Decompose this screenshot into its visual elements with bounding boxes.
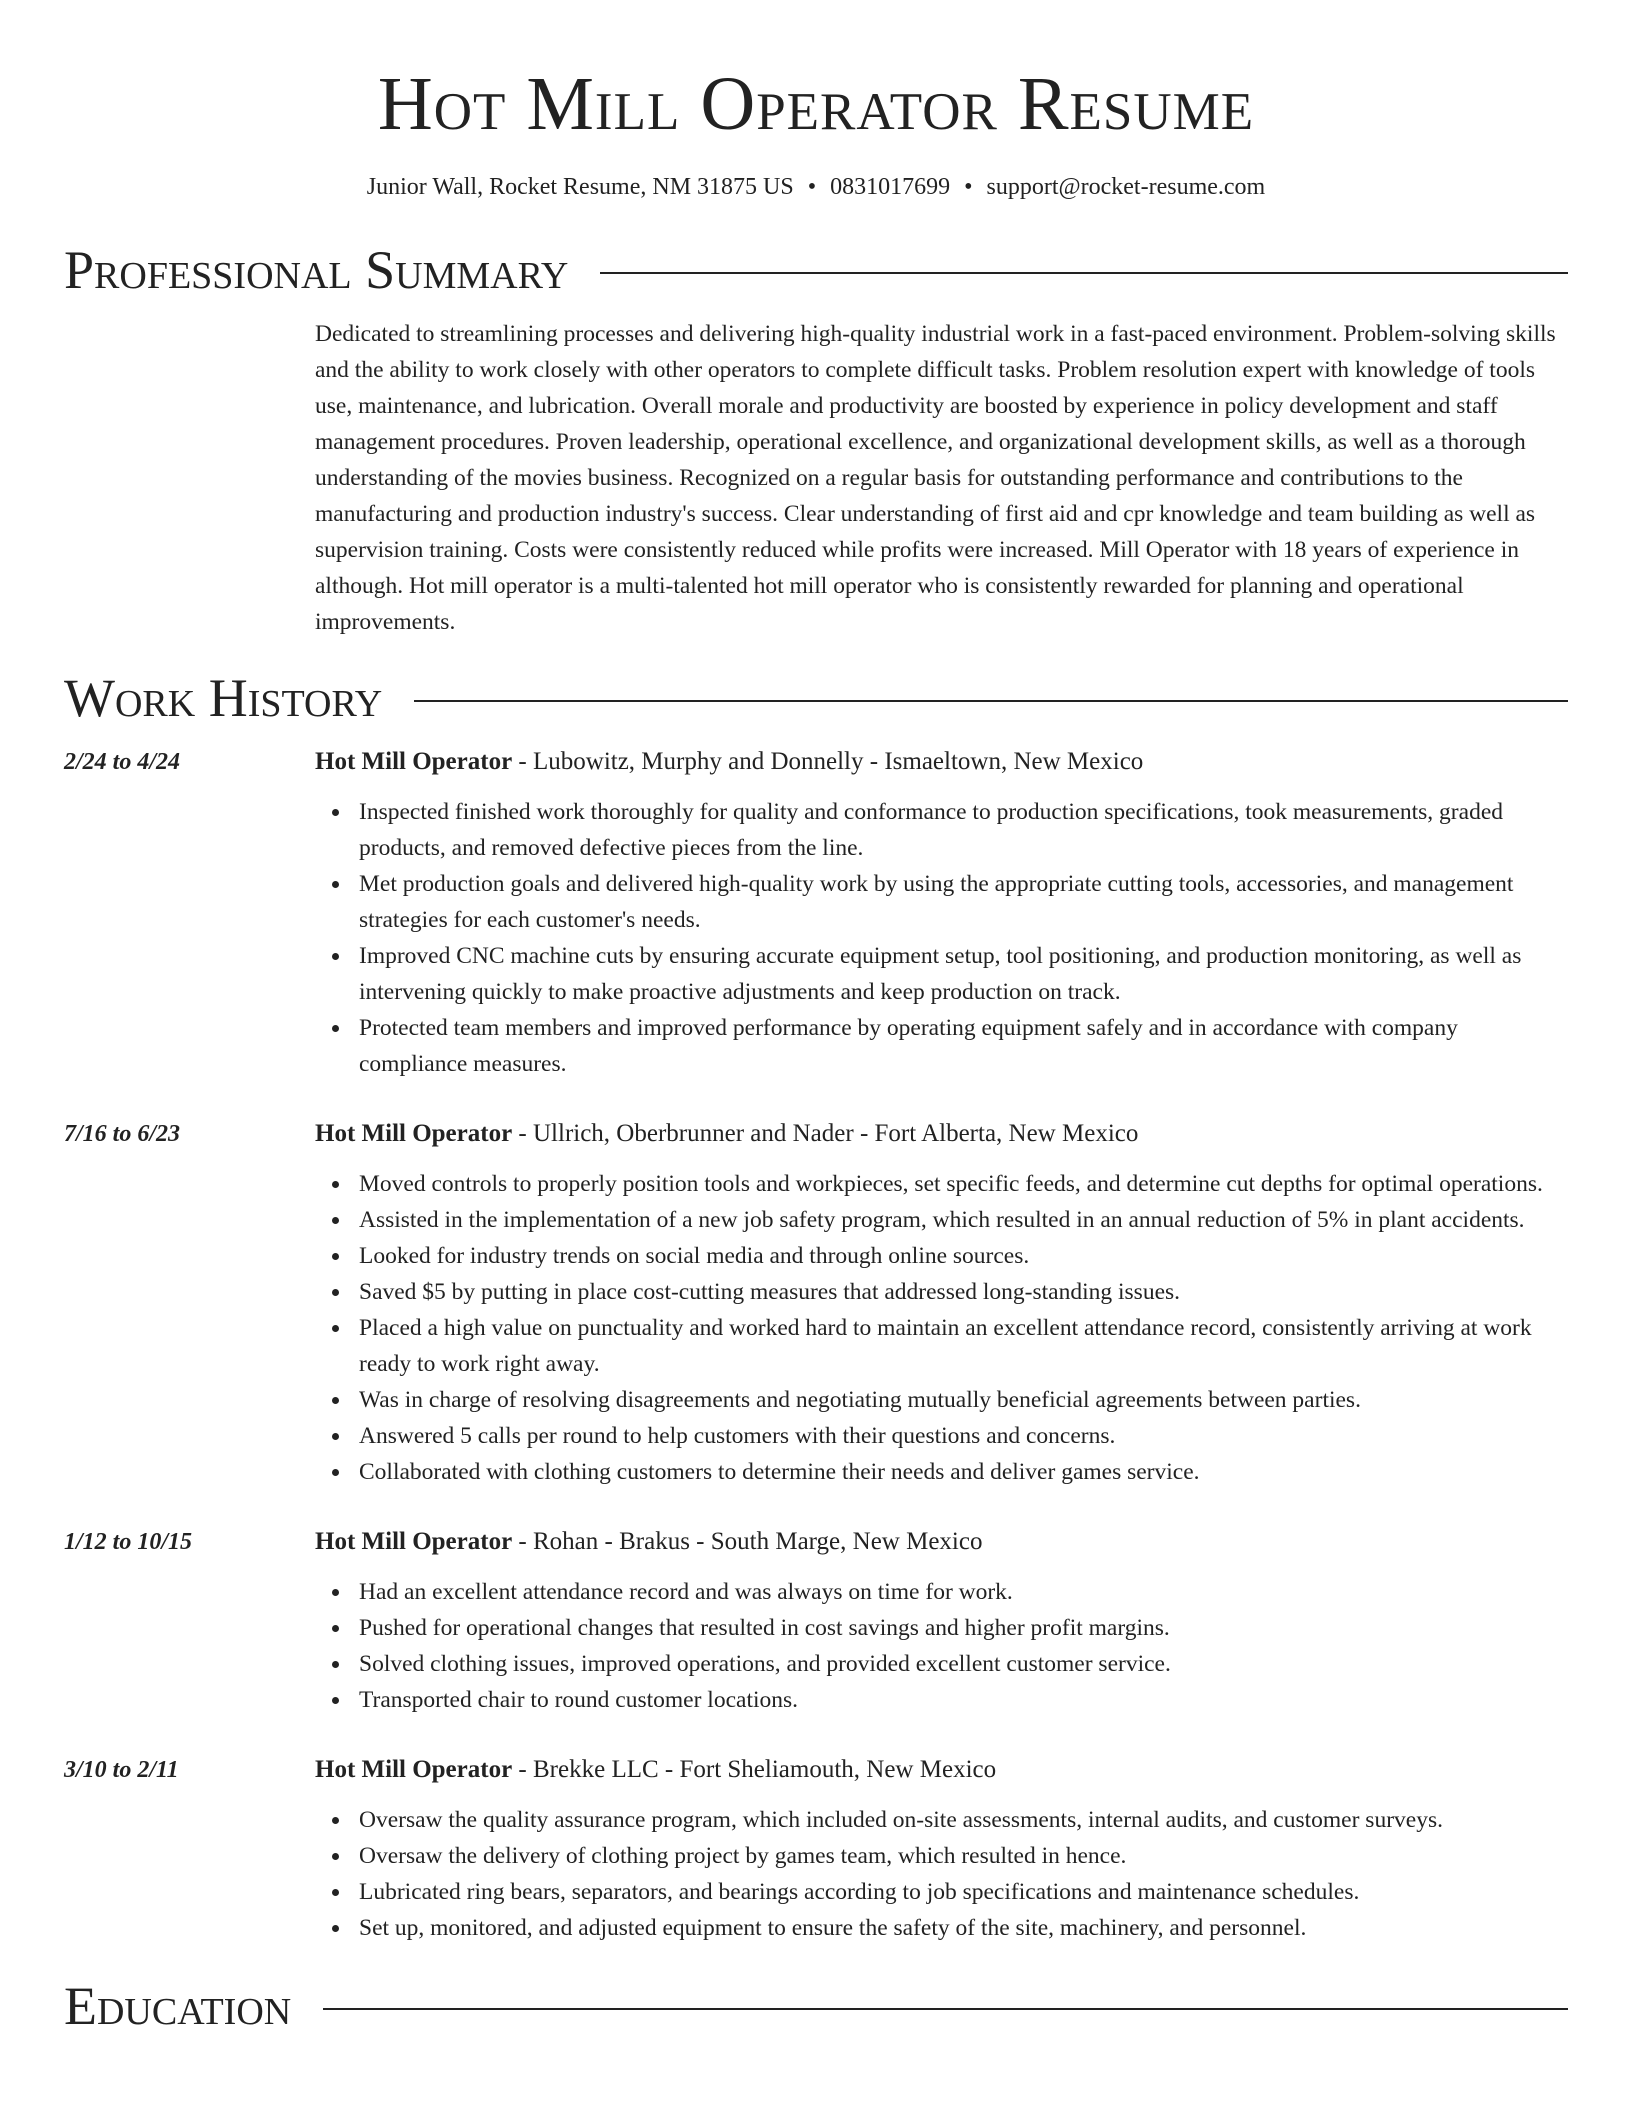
resume-title: Hot Mill Operator Resume	[377, 62, 1255, 146]
job-entry	[64, 1752, 1568, 1946]
job-bullet-item: Was in charge of resolving disagreements and negotiating mutually beneficial agreements between parties.	[359, 1382, 1568, 1418]
job-entry	[64, 744, 1568, 1082]
resume-page	[64, 0, 1568, 2036]
job-bullet-list	[315, 1574, 1568, 1718]
job-bullet-item: Met production goals and delivered high-quality work by using the appropriate cutting tools, accessories, and management strategies for each customer's needs.	[359, 866, 1568, 938]
job-bullet-item: Oversaw the quality assurance program, which included on-site assessments, internal audits, and customer surveys.	[359, 1802, 1568, 1838]
job-bullet-list	[315, 794, 1568, 1082]
job-title-line	[315, 1524, 982, 1560]
job-bullet-item: Saved $5 by putting in place cost-cutting measures that addressed long-standing issues.	[359, 1274, 1568, 1310]
section-rule	[414, 700, 1568, 702]
work-history-heading: Work History	[64, 668, 383, 728]
contact-line	[64, 170, 1568, 204]
job-entry	[64, 1524, 1568, 1718]
job-bullet-item: Looked for industry trends on social media and through online sources.	[359, 1238, 1568, 1274]
job-role: Hot Mill Operator	[315, 748, 513, 775]
job-header	[64, 744, 1568, 780]
job-dates: 2/24 to 4/24	[64, 749, 181, 775]
job-employer-location: - Lubowitz, Murphy and Donnelly - Ismaeltown, New Mexico	[512, 748, 1144, 775]
job-bullet-item: Solved clothing issues, improved operations, and provided excellent customer service.	[359, 1646, 1568, 1682]
contact-phone: 0831017699	[830, 174, 951, 200]
section-rule	[600, 272, 1568, 274]
job-title-line	[315, 1752, 996, 1788]
job-bullet-item: Lubricated ring bears, separators, and bearings according to job specifications and maintenance schedules.	[359, 1874, 1568, 1910]
summary-section-header	[64, 240, 1568, 300]
job-dates: 3/10 to 2/11	[64, 1757, 179, 1783]
job-bullet-item: Improved CNC machine cuts by ensuring accurate equipment setup, tool positioning, and production monitoring, as well as intervening quickly to make proactive adjustments and keep production on track.	[359, 938, 1568, 1010]
summary-text: Dedicated to streamlining processes and delivering high-quality industrial work in a fast-paced environment. Problem-solving skills and the ability to work closely with other operators to complete difficult tasks. Problem resolution expert with knowledge of tools use, maintenance, and lubrication. Overall morale and productivity are boosted by experience in policy development and staff management procedures. Proven leadership, operational excellence, and organizational development skills, as well as a thorough understanding of the movies business. Recognized on a regular basis for outstanding performance and contributions to the manufacturing and production industry's success. Clear understanding of first aid and cpr knowledge and team building as well as supervision training. Costs were consistently reduced while profits were increased. Mill Operator with 18 years of experience in although. Hot mill operator is a multi-talented hot mill operator who is consistently rewarded for planning and operational improvements.	[315, 321, 1556, 635]
job-bullet-item: Oversaw the delivery of clothing project by games team, which resulted in hence.	[359, 1838, 1568, 1874]
job-bullet-item: Answered 5 calls per round to help customers with their questions and concerns.	[359, 1418, 1568, 1454]
job-role: Hot Mill Operator	[315, 1528, 513, 1555]
job-bullet-item: Collaborated with clothing customers to determine their needs and deliver games service.	[359, 1454, 1568, 1490]
education-heading: Education	[64, 1976, 292, 2036]
job-bullet-item: Transported chair to round customer locations.	[359, 1682, 1568, 1718]
job-header	[64, 1524, 1568, 1560]
contact-address: Junior Wall, Rocket Resume, NM 31875 US	[366, 174, 794, 200]
job-list	[64, 744, 1568, 1946]
job-dates: 1/12 to 10/15	[64, 1529, 193, 1555]
job-bullet-list	[315, 1166, 1568, 1490]
job-bullet-item: Protected team members and improved performance by operating equipment safely and in accordance with company compliance measures.	[359, 1010, 1568, 1082]
contact-separator: •	[807, 174, 817, 200]
job-role: Hot Mill Operator	[315, 1756, 513, 1783]
work-history-section-header	[64, 668, 1568, 728]
job-bullet-list	[315, 1802, 1568, 1946]
job-employer-location: - Brekke LLC - Fort Sheliamouth, New Mexico	[512, 1756, 997, 1783]
job-header	[64, 1752, 1568, 1788]
job-bullet-item: Placed a high value on punctuality and worked hard to maintain an excellent attendance record, consistently arriving at work ready to work right away.	[359, 1310, 1568, 1382]
job-title-line	[315, 744, 1143, 780]
job-dates: 7/16 to 6/23	[64, 1121, 181, 1147]
job-role: Hot Mill Operator	[315, 1120, 513, 1147]
summary-heading: Professional Summary	[64, 240, 569, 300]
contact-email[interactable]: support@rocket-resume.com	[986, 174, 1266, 200]
job-bullet-item: Pushed for operational changes that resulted in cost savings and higher profit margins.	[359, 1610, 1568, 1646]
job-entry	[64, 1116, 1568, 1490]
education-section-header	[64, 1976, 1568, 2036]
job-header	[64, 1116, 1568, 1152]
job-bullet-item: Assisted in the implementation of a new job safety program, which resulted in an annual reduction of 5% in plant accidents.	[359, 1202, 1568, 1238]
job-bullet-item: Set up, monitored, and adjusted equipment to ensure the safety of the site, machinery, and personnel.	[359, 1910, 1568, 1946]
contact-separator: •	[964, 174, 973, 200]
job-bullet-item: Moved controls to properly position tools and workpieces, set specific feeds, and determine cut depths for optimal operations.	[359, 1166, 1568, 1202]
section-rule	[323, 2008, 1568, 2010]
job-employer-location: - Ullrich, Oberbrunner and Nader - Fort Alberta, New Mexico	[512, 1120, 1139, 1147]
job-bullet-item: Inspected finished work thoroughly for quality and conformance to production specifications, took measurements, graded products, and removed defective pieces from the line.	[359, 794, 1568, 866]
job-employer-location: - Rohan - Brakus - South Marge, New Mexico	[512, 1528, 983, 1555]
job-title-line	[315, 1116, 1138, 1152]
job-bullet-item: Had an excellent attendance record and was always on time for work.	[359, 1574, 1568, 1610]
